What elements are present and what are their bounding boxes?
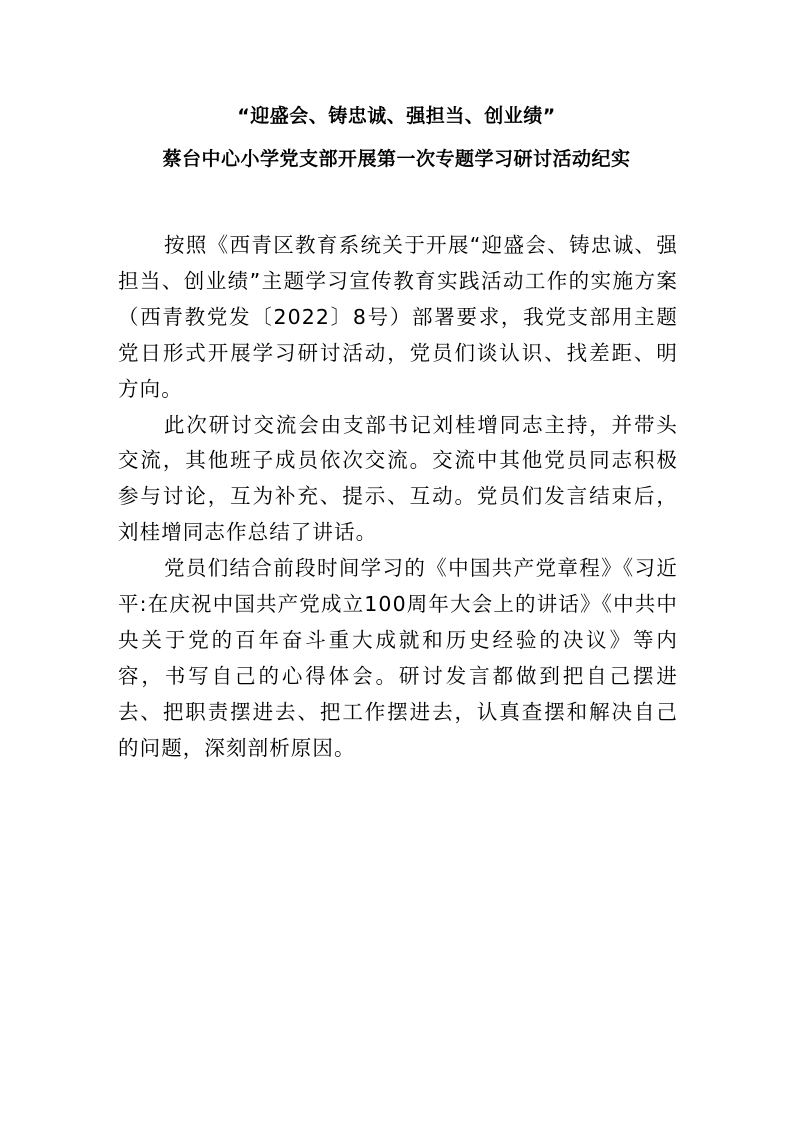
body-paragraph-2: 此次研讨交流会由支部书记刘桂增同志主持，并带头交流，其他班子成员依次交流。交流中其他党员同志积极参与讨论，互为补充、提示、互动。党员们发言结束后，刘桂增同志作总结了讲话。 [118,412,678,545]
document-title-line-1: “迎盛会、铸忠诚、强担当、创业绩” [237,105,556,127]
body-paragraph-3: 党员们结合前段时间学习的《中国共产党章程》《习近平:在庆祝中国共产党成立100周年大会上的讲话》《中共中央关于党的百年奋斗重大成就和历史经验的决议》等内容，书写自己的心得体会。研讨发言都做到把自己摆进去、把职责摆进去、把工作摆进去，认真查摆和解决自己的问题，深刻剖析原因。 [118,556,678,760]
body-paragraph-1: 按照《西青区教育系统关于开展“迎盛会、铸忠诚、强担当、创业绩”主题学习宣传教育实践活动工作的实施方案（西青教党发〔2022〕8号）部署要求，我党支部用主题党日形式开展学习研讨活动，党员们谈认识、找差距、明方向。 [118,233,678,401]
document-body [118,228,678,767]
document-title-line-2: 蔡台中心小学党支部开展第一次专题学习研讨活动纪实 [162,148,631,170]
